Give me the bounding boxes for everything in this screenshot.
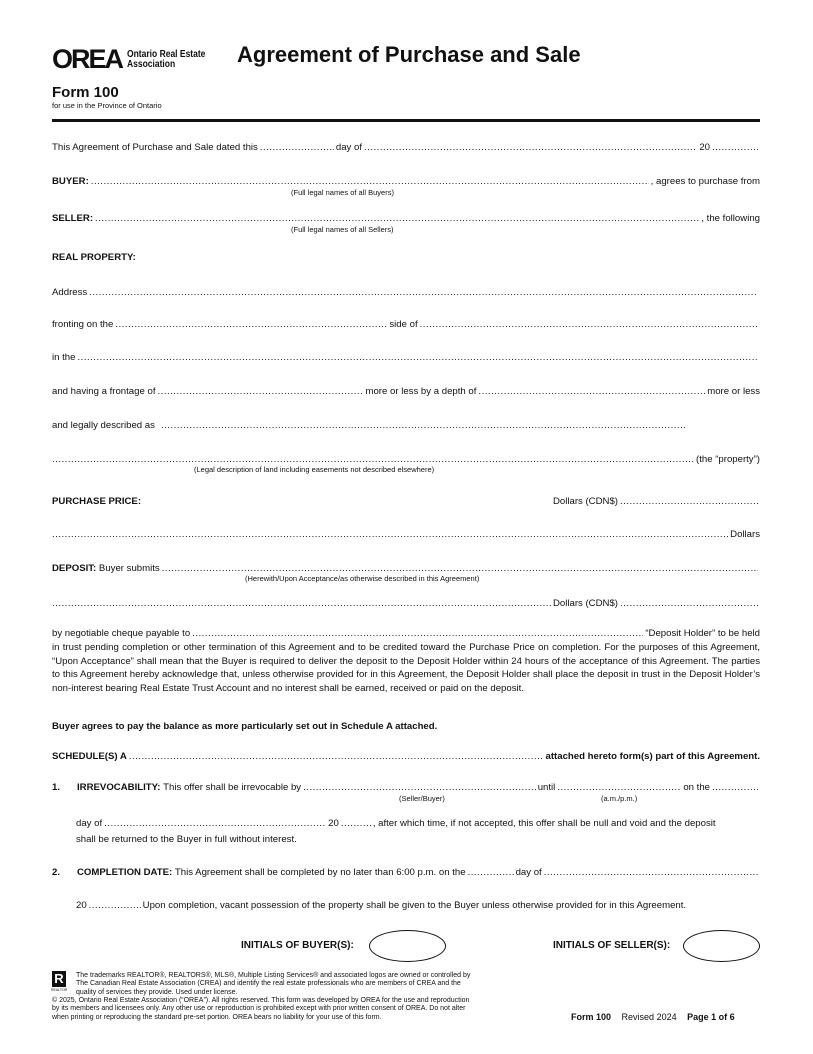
- orea-logo: [52, 44, 219, 75]
- depth-label: more or less by a depth of: [365, 386, 477, 397]
- trademark-notice: [76, 972, 470, 997]
- clause-1-after: , after which time, if not accepted, this offer shall be null and void and the deposit: [372, 818, 716, 829]
- clause-2-text: This Agreement shall be completed by no later than 6:00 p.m. on the: [174, 867, 466, 878]
- footer-form-info: [571, 1012, 735, 1022]
- depth-field[interactable]: [478, 386, 705, 398]
- dated-day-field[interactable]: [260, 142, 334, 154]
- footer-revised: Revised 2024: [621, 1012, 677, 1022]
- purchase-price-line: [52, 496, 760, 508]
- org-name-line1: Ontario Real Estate: [127, 48, 206, 60]
- clause-2-heading: COMPLETION DATE:: [77, 867, 173, 878]
- buyer-name-field[interactable]: [91, 176, 649, 188]
- in-the-line: [52, 352, 760, 364]
- side-of-label: side of: [389, 319, 418, 330]
- form-subtitle: for use in the Province of Ontario: [52, 101, 162, 110]
- buyer-submits-label: Buyer submits: [98, 563, 160, 574]
- trademark-line: quality of services they provide. Used under license.: [76, 988, 238, 996]
- copyright-line: © 2025, Ontario Real Estate Association (“OREA”). All rights reserved. This form was developed by OREA for the use and reproduction: [52, 997, 470, 1004]
- purchase-price-words-field[interactable]: [52, 529, 728, 541]
- deposit-words-field[interactable]: [52, 598, 551, 610]
- municipality-field[interactable]: [77, 352, 758, 364]
- balance-note: Buyer agrees to pay the balance as more particularly set out in Schedule A attached.: [52, 721, 438, 732]
- the-property-label: (the “property”): [696, 454, 760, 465]
- clause-1-number: 1.: [52, 782, 61, 793]
- irrevocable-day-field[interactable]: [712, 782, 758, 794]
- seller-buyer-caption: (Seller/Buyer): [399, 794, 445, 803]
- seller-suffix: , the following: [701, 213, 760, 224]
- clause-1-year-label: 20: [328, 818, 339, 829]
- initials-seller-oval[interactable]: [683, 930, 760, 962]
- footer-page-number: Page 1 of 6: [687, 1012, 735, 1022]
- completion-day-field[interactable]: [468, 867, 514, 879]
- realtor-logo: [52, 971, 66, 987]
- irrevocable-time-field[interactable]: [557, 782, 681, 794]
- deposit-dollars-cdn-label: Dollars (CDN$): [552, 598, 618, 609]
- clause-2-line: [52, 867, 760, 879]
- legal-line: [52, 420, 688, 432]
- clause-1-line: [52, 782, 760, 794]
- realtor-logo-letter: R: [54, 971, 64, 986]
- until-label: until: [537, 782, 556, 793]
- on-the-label: on the: [683, 782, 710, 793]
- completion-month-field[interactable]: [544, 867, 758, 879]
- address-field[interactable]: [89, 287, 758, 299]
- clause-1-line-2: [76, 818, 760, 830]
- fronting-line: [52, 319, 760, 331]
- copyright-notice: [52, 997, 469, 1022]
- dated-month-field[interactable]: [364, 142, 697, 154]
- address-label: Address: [52, 287, 88, 298]
- org-name-line2: Association: [127, 58, 176, 70]
- purchase-price-label: PURCHASE PRICE:: [52, 496, 142, 507]
- frontage-field[interactable]: [157, 386, 363, 398]
- frontage-line: [52, 386, 760, 398]
- seller-label: SELLER:: [52, 213, 94, 224]
- schedule-suffix: attached hereto form(s) part of this Agreement.: [545, 751, 760, 762]
- schedule-line: [52, 751, 760, 763]
- in-the-label: in the: [52, 352, 76, 363]
- initials-seller-label: INITIALS OF SELLER(S):: [553, 940, 671, 951]
- dollars-label: Dollars: [730, 529, 760, 540]
- deposit-amount-field[interactable]: [620, 598, 758, 610]
- clause-1-line-3: shall be returned to the Buyer in full without interest.: [76, 834, 297, 845]
- schedule-label: SCHEDULE(S) A: [52, 751, 127, 762]
- buyer-label: BUYER:: [52, 176, 89, 187]
- irrevocable-month-field[interactable]: [104, 818, 326, 830]
- legally-described-label: and legally described as: [52, 420, 155, 431]
- seller-name-field[interactable]: [95, 213, 699, 225]
- real-property-heading: REAL PROPERTY:: [52, 252, 136, 263]
- purchase-price-words-line: [52, 529, 760, 541]
- clause-1-day-of: day of: [76, 818, 103, 829]
- trademark-line: The trademarks REALTOR®, REALTORS®, MLS®, Multiple Listing Services® and associated logos are owned or controlled by: [76, 972, 471, 979]
- irrevocable-by-field[interactable]: [303, 782, 536, 794]
- buyer-line: [52, 176, 760, 188]
- deposit-caption: (Herewith/Upon Acceptance/as otherwise described in this Agreement): [245, 574, 480, 583]
- side-of-field[interactable]: [420, 319, 758, 331]
- dated-line: [52, 142, 760, 154]
- deposit-amount-line: [52, 598, 760, 610]
- copyright-line: when printing or reproducing the standard pre-set portion. OREA bears no liability for your use of this form.: [52, 1013, 382, 1021]
- dated-year-field[interactable]: [712, 142, 758, 154]
- deposit-holder-label: “Deposit Holder” to be held: [645, 628, 760, 639]
- initials-buyer-label: INITIALS OF BUYER(S):: [241, 940, 354, 951]
- address-line: [52, 287, 760, 299]
- deposit-label: DEPOSIT:: [52, 563, 97, 574]
- trademark-line: The Canadian Real Estate Association (CREA) and identify the real estate professionals who are members of CREA and the: [76, 980, 461, 988]
- purchase-price-amount-field[interactable]: [620, 496, 758, 508]
- header-rule: [52, 119, 760, 122]
- fronting-label: fronting on the: [52, 319, 114, 330]
- footer-form-number: Form 100: [571, 1012, 612, 1022]
- fronting-field[interactable]: [115, 319, 387, 331]
- am-pm-caption: (a.m./p.m.): [601, 794, 638, 803]
- legal-description-field[interactable]: [161, 420, 686, 432]
- dated-label: This Agreement of Purchase and Sale dated this: [52, 142, 258, 153]
- seller-line: [52, 213, 760, 225]
- clause-2-possession-text: Upon completion, vacant possession of the property shall be given to the Buyer unless otherwise provided for in this Agreement.: [142, 900, 687, 911]
- clause-2-number: 2.: [52, 867, 61, 878]
- initials-buyer-oval[interactable]: [369, 930, 446, 962]
- page-title: Agreement of Purchase and Sale: [237, 42, 581, 67]
- buyer-suffix: , agrees to purchase from: [650, 176, 760, 187]
- copyright-line: by its members and licensees only. Any other use or reproduction is prohibited except with prior written consent of OREA. Do not alter: [52, 1005, 466, 1013]
- cheque-label: by negotiable cheque payable to: [52, 628, 191, 639]
- deposit-holder-field[interactable]: [192, 628, 643, 640]
- dollars-cdn-label: Dollars (CDN$): [552, 496, 618, 507]
- clause-1-text: This offer shall be irrevocable by: [163, 782, 302, 793]
- year-label: 20: [699, 142, 710, 153]
- buyer-caption: (Full legal names of all Buyers): [291, 188, 394, 197]
- day-of-label: day of: [335, 142, 362, 153]
- seller-caption: (Full legal names of all Sellers): [291, 225, 394, 234]
- deposit-paragraph: in trust pending completion or other termination of this Agreement and to be credited toward the Purchase Price on completion. For the purposes of this Agreement, “Upon Acceptance” shall mean that the Buyer is required to deliver the deposit to the Deposit Holder within 24 hours of the acceptance of this Agreement. The parties to this Agreement hereby acknowledge that, unless otherwise provided for in this Agreement, the Deposit Holder shall place the deposit in trust in the Deposit Holder’s non-interest bearing Real Estate Trust Account and no interest shall be earned, received or paid on the deposit.: [52, 642, 760, 694]
- clause-2-line-2: [76, 900, 760, 912]
- form-number: Form 100: [52, 84, 119, 101]
- clause-1-heading: IRREVOCABILITY:: [77, 782, 161, 793]
- clause-2-day-of: day of: [515, 867, 542, 878]
- more-or-less-label: more or less: [707, 386, 760, 397]
- legal-caption: (Legal description of land including easements not described elsewhere): [194, 465, 435, 474]
- completion-year-field[interactable]: [89, 900, 141, 912]
- irrevocable-year-field[interactable]: [341, 818, 371, 830]
- clause-2-year-label: 20: [76, 900, 87, 911]
- frontage-label: and having a frontage of: [52, 386, 156, 397]
- deposit-holder-line: [52, 628, 760, 640]
- schedule-field[interactable]: [129, 751, 544, 763]
- realtor-logo-word: REALTOR: [51, 988, 68, 992]
- orea-logo-text: OREA: [52, 44, 123, 74]
